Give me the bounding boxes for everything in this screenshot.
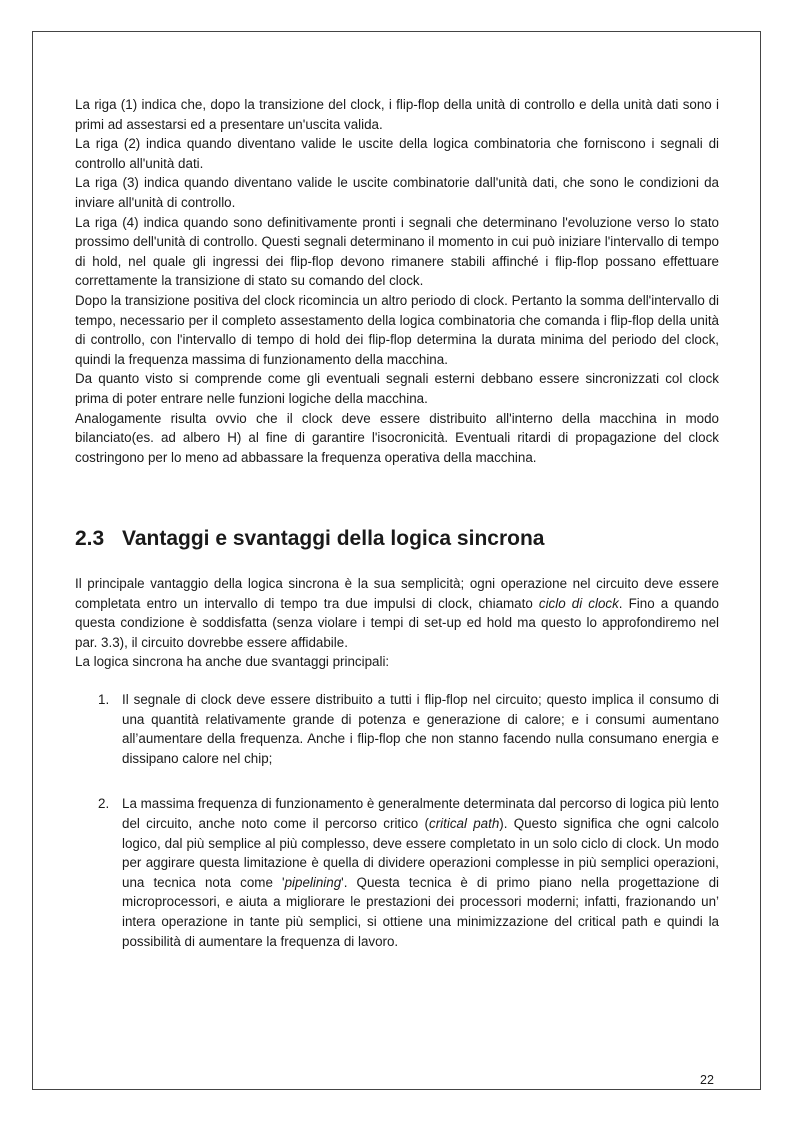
list-number: 2.	[98, 796, 110, 812]
paragraph-riga-2: La riga (2) indica quando diventano valide le uscite della logica combinatoria che forniscono i segnali di controllo all'unità dati.	[75, 136, 719, 171]
list-number: 1.	[98, 692, 110, 707]
paragraph-periodo-clock: Dopo la transizione positiva del clock ricomincia un altro periodo di clock. Pertanto la somma dell'intervallo di tempo, necessario per il completo assestamento della logica combinatoria che comanda i flip-flop della unità di controllo, con l'intervallo di tempo di hold dei flip-flop determina la durata minima del periodo del clock, quindi la frequenza massima di funzionamento della macchina.	[75, 292, 719, 367]
paragraph-riga-3: La riga (3) indica quando diventano valide le uscite combinatorie dall'unità dati, che sono le condizioni da inviare all'unità di controllo.	[75, 175, 719, 210]
list-item-text: La massima frequenza di funzionamento è generalmente determinata dal percorso di logica più lento del circuito, anche noto come il percorso critico (critical path). Questo significa che ogni calcolo logico, dal più semplice al più complesso, deve essere completato in un solo ciclo di clock. Un modo per aggirare questa limitazione è quella di dividere operazioni complesse in più semplici operazioni, una tecnica nota come 'pipelining'. Questa tecnica è di primo piano nella progettazione di microprocessori, e aiuta a migliorare le prestazioni dei processori moderni; infatti, frazionando un’ intera operazione in tante più semplici, si ottiene una minimizzazione del critical path e quindi la possibilità di aumentare la frequenza di lavoro.	[122, 796, 720, 949]
paragraph-sincronizzazione: Da quanto visto si comprende come gli eventuali segnali esterni debbano essere sincronizzati col clock prima di poter entrare nelle funzioni logiche della macchina.	[75, 371, 719, 406]
intro-paragraph	[75, 574, 719, 652]
intro-svantaggi: La logica sincrona ha anche due svantaggi principali:	[75, 654, 390, 670]
section-intro	[75, 574, 719, 672]
paragraph-riga-1: La riga (1) indica che, dopo la transizione del clock, i flip-flop della unità di controllo e della unità dati sono i primi ad assestarsi ed a presentare un'uscita valida.	[75, 97, 719, 132]
pipelining-term: pipelining	[284, 874, 342, 890]
list-item-text: Il segnale di clock deve essere distribuito a tutti i flip-flop nel circuito; questo implica il consumo di una quantità relativamente grande di potenza e generazione di calore; e i consumi aumentano all’aumentare della frequenza. Anche i flip-flop che non stanno facendo nulla consumano energia e dissipano calore nel chip;	[122, 692, 719, 766]
section-heading	[75, 527, 544, 551]
svantaggi-list	[75, 690, 719, 977]
section-title: Vantaggi e svantaggi della logica sincrona	[122, 527, 545, 550]
intro-emphasis: ciclo di clock	[538, 595, 619, 611]
list-item	[75, 690, 719, 768]
intro-text-a: Il principale vantaggio della logica sincrona è la sua semplicità; ogni operazione nel circuito deve essere completata entro un intervallo di tempo tra due impulsi di clock, chiamato	[75, 576, 719, 611]
list-item	[75, 794, 719, 951]
paragraph-riga-4: La riga (4) indica quando sono definitivamente pronti i segnali che determinano l'evoluzione verso lo stato prossimo dell'unità di controllo. Questi segnali determinano il momento in cui può iniziare l'intervallo di tempo di hold, nel quale gli ingressi dei flip-flop devono rimanere stabili affinché i flip-flop possano effettuare correttamente la transizione di stato su comando del clock.	[75, 214, 719, 289]
intro-text-b: . Fino a quando questa condizione è soddisfatta (senza violare i tempi di set-up ed hold ma questo lo approfondiremo nel par. 3.3), il circuito dovrebbe essere affidabile.	[75, 595, 719, 650]
section-number: 2.3	[75, 527, 105, 550]
critical-path-term: critical path	[429, 815, 500, 831]
page-number: 22	[700, 1073, 714, 1087]
body-text	[75, 95, 719, 467]
paragraph-distribuzione-clock: Analogamente risulta ovvio che il clock deve essere distribuito all'interno della macchina in modo bilanciato(es. ad albero H) al fine di garantire l'isocronicità. Eventuali ritardi di propagazione del clock costringono per lo meno ad abbassare la frequenza operativa della macchina.	[75, 410, 719, 465]
